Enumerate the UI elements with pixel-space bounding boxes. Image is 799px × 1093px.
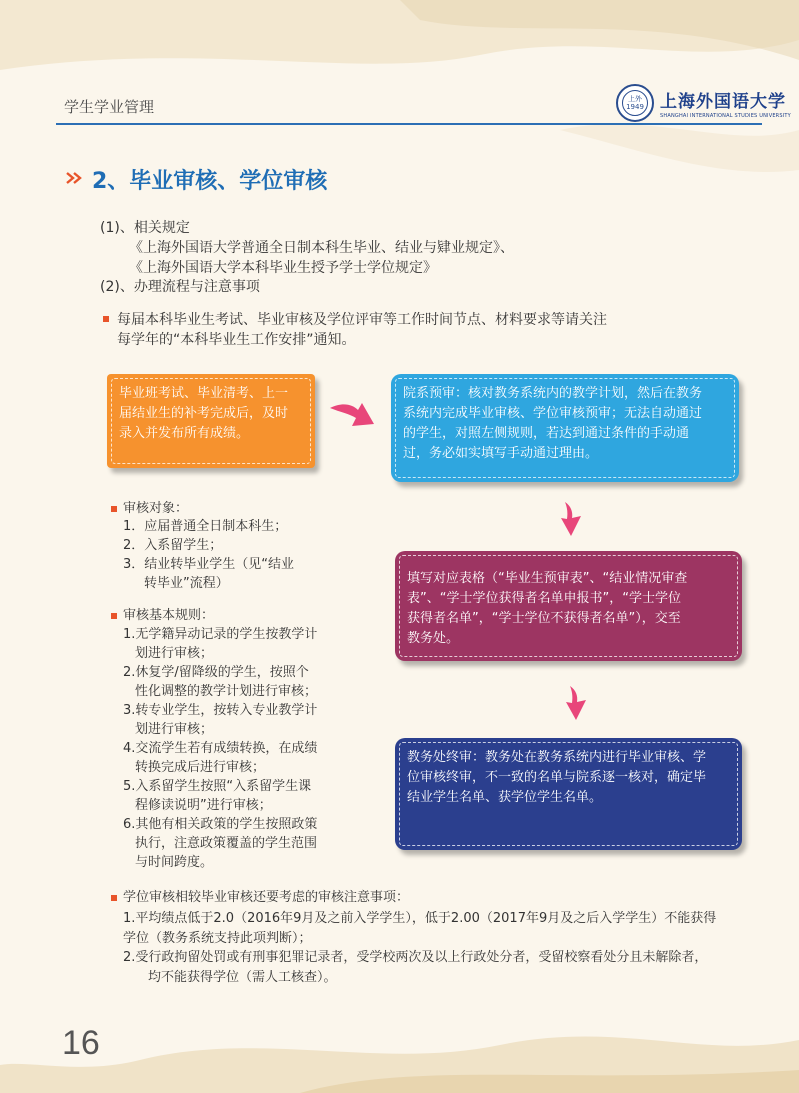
regulation-doc-1: 《上海外国语大学普通全日制本科生毕业、结业与肄业规定》、 bbox=[129, 240, 514, 256]
flow-text: 结业学生名单、获学位学生名单。 bbox=[407, 790, 603, 805]
university-logo bbox=[616, 84, 791, 122]
double-chevron-icon bbox=[66, 172, 86, 188]
bullet-icon bbox=[111, 895, 117, 901]
targets-title: 审核对象： bbox=[123, 501, 189, 516]
rule-line: 性化调整的教学计划进行审核； bbox=[135, 684, 318, 699]
header-section-title: 学生学业管理 bbox=[64, 98, 155, 116]
flow-step-grades bbox=[107, 374, 315, 468]
flow-text: 获得者名单”，“学士学位不获得者名单”），交至 bbox=[407, 611, 681, 626]
flow-step-final-review bbox=[395, 738, 742, 850]
bullet-icon bbox=[111, 506, 117, 512]
degree-notes-title: 学位审核相较毕业审核还要考虑的审核注意事项： bbox=[123, 890, 410, 905]
regulation-doc-2: 《上海外国语大学本科毕业生授予学士学位规定》 bbox=[129, 260, 437, 276]
degree-note-line: 学位（教务系统支持此项判断）； bbox=[123, 931, 312, 946]
flow-text: 表”、“学士学位获得者名单申报书”，“学士学位 bbox=[407, 591, 681, 606]
flow-text: 过，务必如实填写手动通过理由。 bbox=[403, 446, 599, 461]
rule-line: 划进行审核； bbox=[135, 722, 214, 737]
notice-line-1: 每届本科毕业生考试、毕业审核及学位评审等工作时间节点、材料要求等请关注 bbox=[117, 312, 607, 328]
flow-text: 位审核终审，不一致的名单与院系逐一核对，确定毕 bbox=[407, 770, 707, 785]
rule-line: 程修读说明”进行审核； bbox=[135, 798, 272, 813]
bullet-icon bbox=[103, 316, 109, 322]
seal-text: 上外 1949 bbox=[622, 90, 648, 116]
rule-line: 3.转专业学生，按转入专业教学计 bbox=[123, 703, 318, 718]
flow-text: 教务处。 bbox=[407, 631, 460, 646]
rules-title: 审核基本规则： bbox=[123, 608, 215, 623]
degree-note-line: 1.平均绩点低于2.0（2016年9月及之前入学学生），低于2.00（2017年9月及之后入学学生）不能获得 bbox=[123, 911, 717, 926]
flow-text: 院系预审：核对教务系统内的教学计划，然后在教务 bbox=[403, 386, 703, 401]
university-seal-icon bbox=[616, 84, 654, 122]
header-divider bbox=[56, 123, 762, 125]
logo-chinese-name: 上海外国语大学 bbox=[660, 92, 786, 112]
section-heading: 2、毕业审核、学位审核 bbox=[92, 169, 328, 194]
rule-line: 与时间跨度。 bbox=[135, 855, 214, 870]
flow-text: 录入并发布所有成绩。 bbox=[119, 426, 250, 441]
degree-note-line: 2.受行政拘留处罚或有刑事犯罪记录者，受学校两次及以上行政处分者，受留校察看处分且未解除者， bbox=[123, 950, 708, 965]
arrow-right-icon bbox=[328, 394, 378, 434]
flow-text: 毕业班考试、毕业清考、上一 bbox=[119, 386, 289, 401]
process-label: (2)、办理流程与注意事项 bbox=[100, 279, 260, 295]
flow-step-fill-forms bbox=[395, 551, 742, 661]
arrow-down-icon bbox=[562, 684, 592, 722]
rule-line: 划进行审核； bbox=[135, 646, 214, 661]
flow-text: 届结业生的补考完成后，及时 bbox=[119, 406, 289, 421]
rule-line: 6.其他有相关政策的学生按照政策 bbox=[123, 817, 318, 832]
flow-step-department-review bbox=[391, 374, 739, 482]
notice-line-2: 每学年的“本科毕业生工作安排”通知。 bbox=[117, 332, 356, 348]
target-item: 转毕业”流程） bbox=[144, 576, 229, 591]
degree-note-line: 均不能获得学位（需人工核查）。 bbox=[148, 970, 337, 985]
bullet-icon bbox=[111, 613, 117, 619]
target-item: 1．应届普通全日制本科生； bbox=[123, 519, 288, 534]
rule-line: 1.无学籍异动记录的学生按教学计 bbox=[123, 627, 318, 642]
rule-line: 5.入系留学生按照“入系留学生课 bbox=[123, 779, 312, 794]
target-item: 3．结业转毕业学生（见“结业 bbox=[123, 557, 295, 572]
regulations-label: (1)、相关规定 bbox=[100, 220, 190, 236]
rule-line: 4.交流学生若有成绩转换，在成绩 bbox=[123, 741, 318, 756]
flow-text: 系统内完成毕业审核、学位审核预审；无法自动通过 bbox=[403, 406, 703, 421]
rule-line: 执行，注意政策覆盖的学生范围 bbox=[135, 836, 318, 851]
arrow-down-icon bbox=[557, 500, 587, 538]
target-item: 2．入系留学生； bbox=[123, 538, 223, 553]
rule-line: 2.休复学/留降级的学生，按照个 bbox=[123, 665, 309, 680]
flow-text: 填写对应表格（“毕业生预审表”、“结业情况审查 bbox=[407, 571, 688, 586]
flow-text: 的学生，对照左侧规则，若达到通过条件的手动通 bbox=[403, 426, 690, 441]
flow-text: 教务处终审：教务处在教务系统内进行毕业审核、学 bbox=[407, 750, 707, 765]
page-number: 16 bbox=[62, 1024, 100, 1062]
rule-line: 转换完成后进行审核； bbox=[135, 760, 266, 775]
logo-english-name: SHANGHAI INTERNATIONAL STUDIES UNIVERSITY bbox=[660, 113, 791, 119]
